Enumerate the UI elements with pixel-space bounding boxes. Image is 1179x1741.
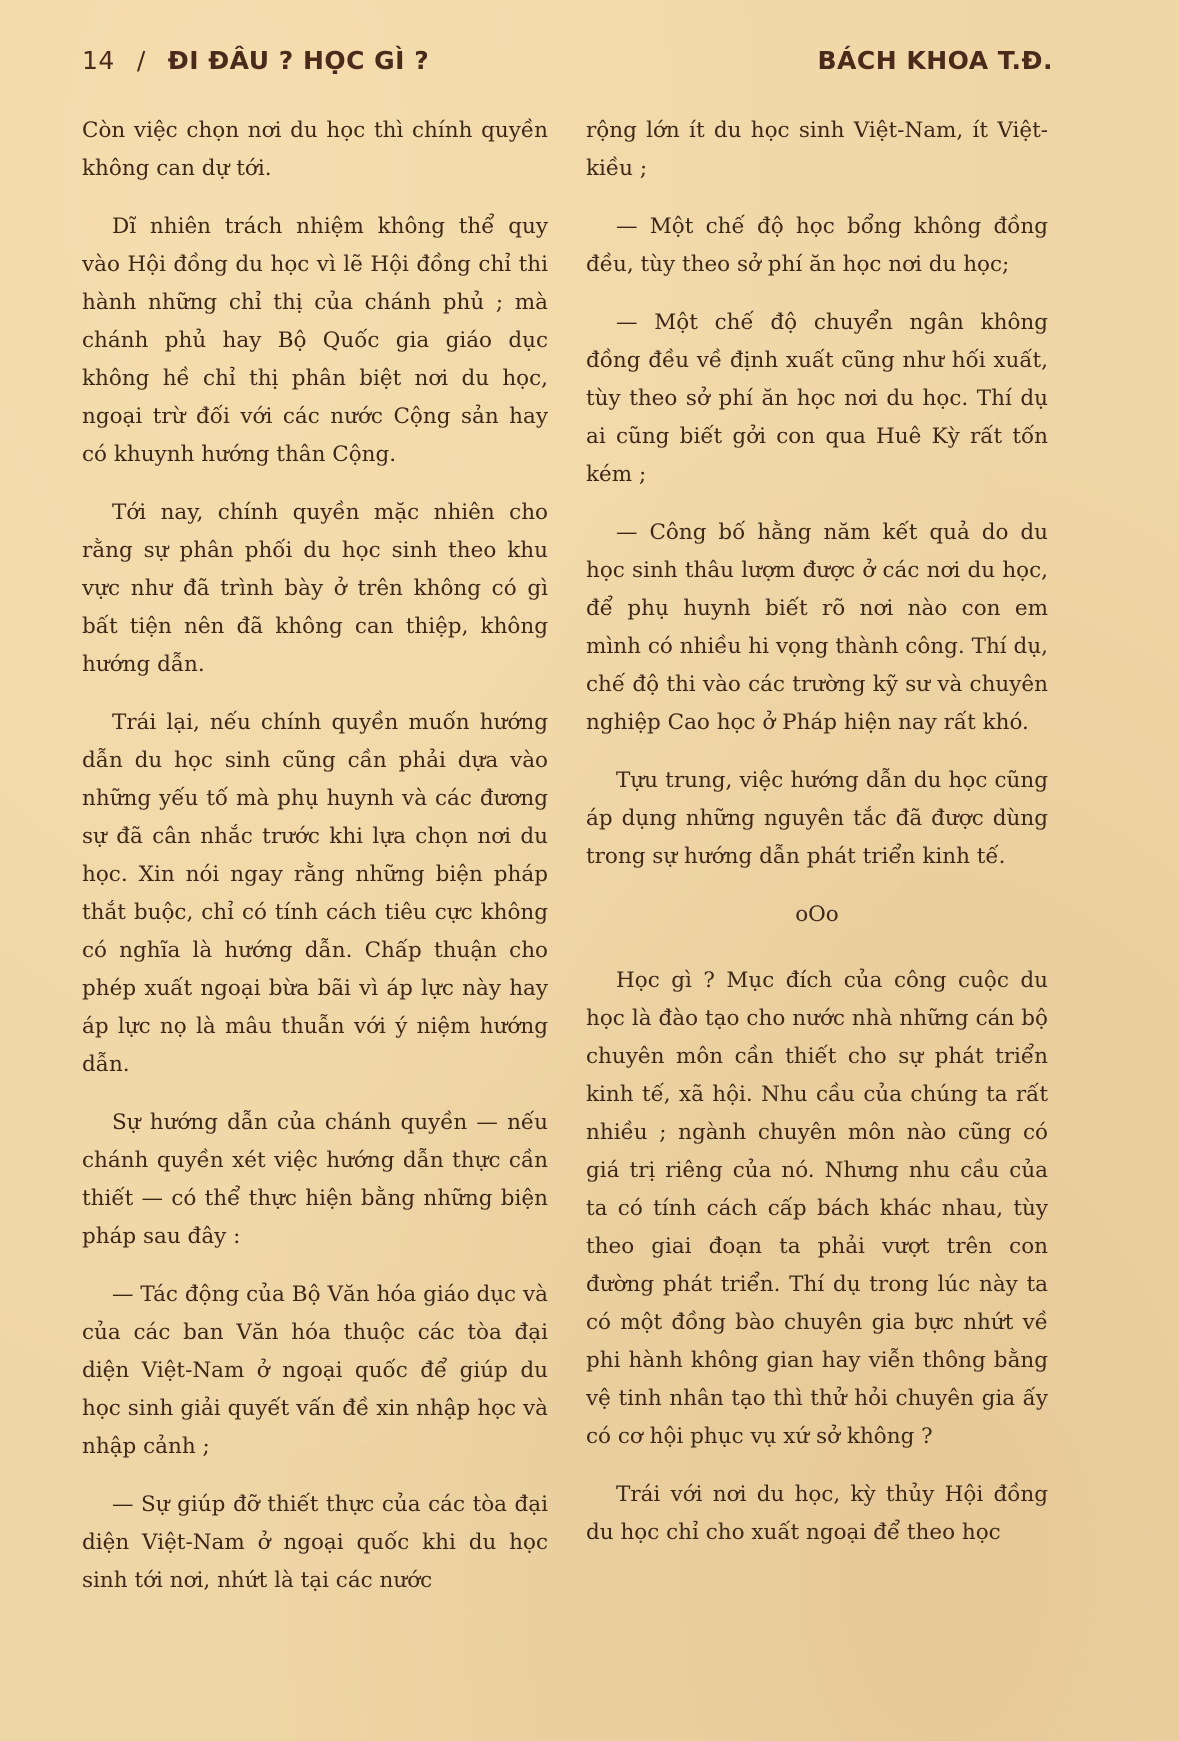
paragraph: Trái lại, nếu chính quyền muốn hướng dẫn du học sinh cũng cần phải dựa vào những yếu tố mà phụ huynh và các đương sự đã cân nhắc trước khi lựa chọn nơi du học. Xin nói ngay rằng những biện pháp thắt buộc, chỉ có tính cách tiêu cực không có nghĩa là hướng dẫn. Chấp thuận cho phép xuất ngoại bừa bãi vì áp lực này hay áp lực nọ là mâu thuẫn với ý niệm hướng dẫn. xyxy=(82,710,548,1077)
paragraph: — Một chế độ chuyển ngân không đồng đều về định xuất cũng như hối xuất, tùy theo sở phí ăn học nơi du học. Thí dụ ai cũng biết gởi con qua Huê Kỳ rất tốn kém ; xyxy=(586,310,1048,487)
paragraph: Tới nay, chính quyền mặc nhiên cho rằng sự phân phối du học sinh theo khu vực như đã trình bày ở trên không có gì bất tiện nên đã không can thiệp, không hướng dẫn. xyxy=(82,500,548,677)
publication-name: BÁCH KHOA T.Đ. xyxy=(817,46,1053,75)
section-separator: oOo xyxy=(795,902,839,927)
paragraph: Còn việc chọn nơi du học thì chính quyền không can dự tới. xyxy=(82,118,548,181)
page-number: 14 xyxy=(82,46,115,75)
paragraph: — Tác động của Bộ Văn hóa giáo dục và của các ban Văn hóa thuộc các tòa đại diện Việt-Nam ở ngoại quốc để giúp du học sinh giải quyết vấn đề xin nhập học và nhập cảnh ; xyxy=(82,1282,548,1459)
right-column xyxy=(586,112,1048,1572)
running-header xyxy=(82,46,1053,86)
paragraph: — Công bố hằng năm kết quả do du học sinh thâu lượm được ở các nơi du học, để phụ huynh biết rõ nơi nào con em mình có nhiều hi vọng thành công. Thí dụ, chế độ thi vào các trường kỹ sư và chuyên nghiệp Cao học ở Pháp hiện nay rất khó. xyxy=(586,520,1048,735)
paragraph: Học gì ? Mục đích của công cuộc du học là đào tạo cho nước nhà những cán bộ chuyên môn cần thiết cho sự phát triển kinh tế, xã hội. Nhu cầu của chúng ta rất nhiều ; ngành chuyên môn nào cũng có giá trị riêng của nó. Nhưng nhu cầu của ta có tính cách cấp bách khác nhau, tùy theo giai đoạn ta phải vượt trên con đường phát triển. Thí dụ trong lúc này ta có một đồng bào chuyên gia bực nhứt về phi hành không gian hay viễn thông bằng vệ tinh nhân tạo thì thử hỏi chuyên gia ấy có cơ hội phục vụ xứ sở không ? xyxy=(586,968,1048,1449)
paragraph: — Một chế độ học bổng không đồng đều, tùy theo sở phí ăn học nơi du học; xyxy=(586,214,1048,277)
section-title: ĐI ĐÂU ? HỌC GÌ ? xyxy=(167,46,430,75)
paragraph: Sự hướng dẫn của chánh quyền — nếu chánh quyền xét việc hướng dẫn thực cần thiết — có thể thực hiện bằng những biện pháp sau đây : xyxy=(82,1110,548,1249)
paragraph: — Sự giúp đỡ thiết thực của các tòa đại diện Việt-Nam ở ngoại quốc khi du học sinh tới nơi, nhứt là tại các nước xyxy=(82,1492,548,1593)
left-column xyxy=(82,112,548,1620)
paragraph: Dĩ nhiên trách nhiệm không thể quy vào Hội đồng du học vì lẽ Hội đồng chỉ thi hành những chỉ thị của chánh phủ ; mà chánh phủ hay Bộ Quốc gia giáo dục không hề chỉ thị phân biệt nơi du học, ngoại trừ đối với các nước Cộng sản hay có khuynh hướng thân Cộng. xyxy=(82,214,548,467)
header-separator: / xyxy=(136,46,146,75)
paragraph: Tựu trung, việc hướng dẫn du học cũng áp dụng những nguyên tắc đã được dùng trong sự hướng dẫn phát triển kinh tế. xyxy=(586,768,1048,869)
paragraph: Trái với nơi du học, kỳ thủy Hội đồng du học chỉ cho xuất ngoại để theo học xyxy=(586,1482,1048,1545)
paragraph: rộng lớn ít du học sinh Việt-Nam, ít Việt-kiều ; xyxy=(586,118,1048,181)
header-left xyxy=(82,46,429,75)
